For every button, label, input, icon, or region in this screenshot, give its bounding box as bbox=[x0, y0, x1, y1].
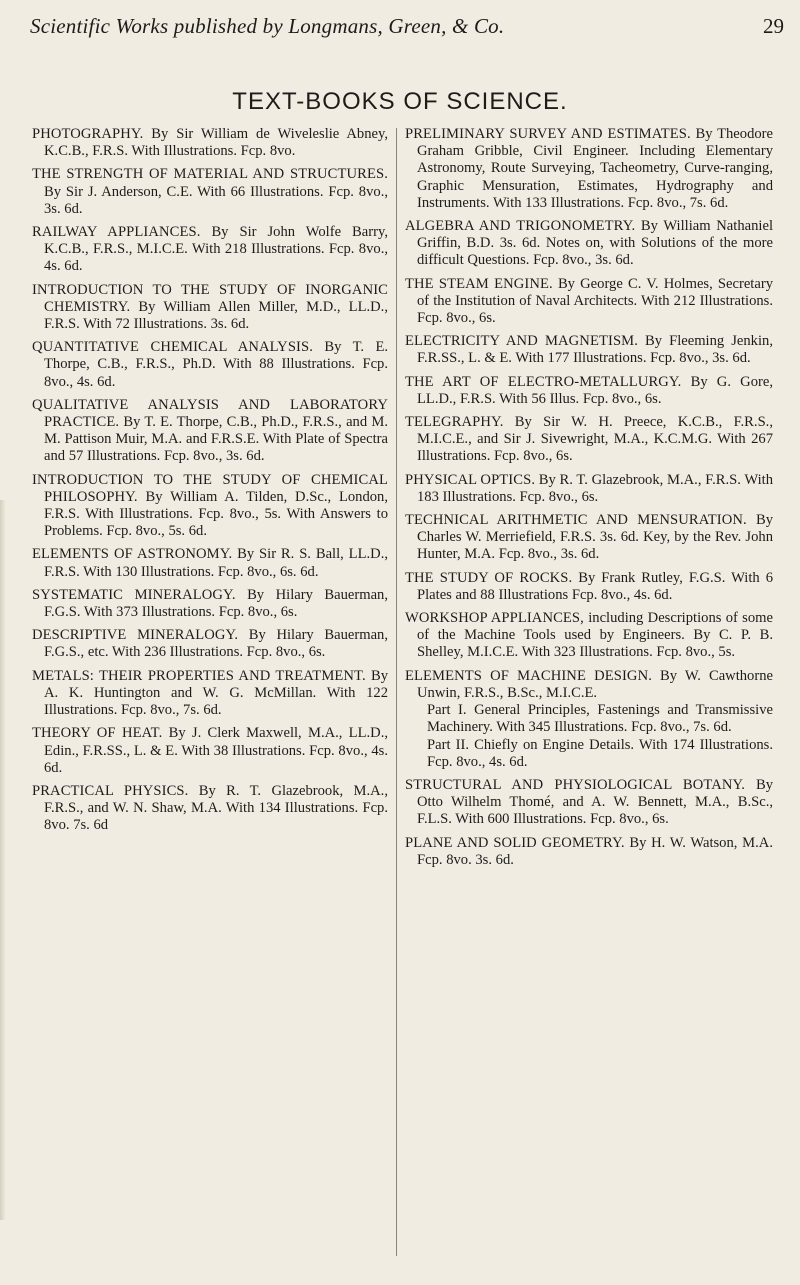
book-details: By T. E. Thorpe, C.B., Ph.D., F.R.S., and M. M. Pattison Muir, M.A. and F.R.S.E. With Plate of Spectra and 57 Illustrations. Fcp. 8vo., 3s. 6d. bbox=[44, 414, 389, 465]
book-entry bbox=[405, 668, 773, 771]
book-entry bbox=[405, 472, 773, 506]
section-title: TEXT-BOOKS OF SCIENCE. bbox=[232, 88, 568, 115]
book-title: INTRODUCTION TO THE STUDY OF CHEMICAL PHILOSOPHY. bbox=[32, 471, 388, 505]
book-details: By Hilary Bauerman, F.G.S. With 373 Illustrations. Fcp. 8vo., 6s. bbox=[44, 586, 389, 621]
book-details: By Fleeming Jenkin, F.R.SS., L. & E. With 177 Illustrations. Fcp. 8vo., 3s. 6d. bbox=[417, 333, 773, 367]
book-details: By Frank Rutley, F.G.S. With 6 Plates and 88 Illustrations Fcp. 8vo., 4s. 6d. bbox=[417, 569, 773, 603]
book-details: By R. T. Glazebrook, M.A., F.R.S., and W. N. Shaw, M.A. With 134 Illustrations. Fcp. 8vo. 7s. 6d bbox=[44, 782, 388, 834]
book-details: By H. W. Watson, M.A. Fcp. 8vo. 3s. 6d. bbox=[417, 834, 773, 868]
book-entry bbox=[32, 339, 388, 391]
book-entry bbox=[405, 777, 773, 829]
book-part: Part I. General Principles, Fastenings and Transmissive Machinery. With 345 Illustrations. Fcp. 8vo., 7s. 6d. bbox=[427, 702, 773, 736]
book-entry bbox=[32, 397, 388, 466]
book-entry bbox=[32, 725, 388, 777]
book-details: By George C. V. Holmes, Secretary of the Institution of Naval Architects. With 212 Illustrations. Fcp. 8vo., 6s. bbox=[417, 275, 773, 327]
book-title: ELECTRICITY AND MAGNETISM. bbox=[405, 333, 638, 350]
book-entry bbox=[32, 668, 388, 720]
book-title: THE STEAM ENGINE. bbox=[405, 275, 553, 292]
book-entry bbox=[405, 218, 773, 270]
book-entry bbox=[32, 587, 388, 621]
book-title: PRELIMINARY SURVEY AND ESTIMATES. bbox=[405, 126, 691, 142]
book-title: QUANTITATIVE CHEMICAL ANALYSIS. bbox=[32, 339, 313, 356]
book-entry bbox=[405, 570, 773, 604]
book-title: ELEMENTS OF MACHINE DESIGN. bbox=[405, 667, 652, 684]
book-title: SYSTEMATIC MINERALOGY. bbox=[32, 586, 236, 603]
book-details: By J. Clerk Maxwell, M.A., LL.D., Edin., F.R.SS., L. & E. With 38 Illustrations. Fcp. 8vo., 4s. 6d. bbox=[44, 725, 388, 776]
book-details: By Sir John Wolfe Barry, K.C.B., F.R.S., M.I.C.E. With 218 Illustrations. Fcp. 8vo., 4s. 6d. bbox=[44, 224, 388, 275]
book-details: By Hilary Bauerman, F.G.S., etc. With 236 Illustrations. Fcp. 8vo., 6s. bbox=[44, 627, 389, 661]
book-title: RAILWAY APPLIANCES. bbox=[32, 224, 201, 241]
book-title: TELEGRAPHY. bbox=[405, 414, 504, 431]
book-title: DESCRIPTIVE MINERALOGY. bbox=[32, 627, 239, 644]
book-title: THE STUDY OF ROCKS. bbox=[405, 569, 573, 586]
book-title: PLANE AND SOLID GEOMETRY. bbox=[405, 834, 625, 851]
book-details: By Sir R. S. Ball, LL.D., F.R.S. With 130 Illustrations. Fcp. 8vo., 6s. 6d. bbox=[44, 546, 388, 580]
book-entry bbox=[32, 282, 388, 334]
book-title: PHOTOGRAPHY. bbox=[32, 126, 144, 142]
book-entry bbox=[32, 627, 388, 661]
book-title: QUALITATIVE ANALYSIS AND LABORATORY PRACTICE. bbox=[32, 396, 388, 431]
running-head-title: Scientific Works published by Longmans, Green, & Co. bbox=[30, 14, 505, 38]
book-title: STRUCTURAL AND PHYSIOLOGICAL BOTANY. bbox=[405, 776, 746, 793]
book-details: By Theodore Graham Gribble, Civil Engineer. Including Elementary Astronomy, Route Surveying, Tacheometry, Curve-ranging, Graphic Mensuration, Estimates, Hydrography and Instruments. With 133 Illustrations. Fcp. 8vo., 7s. 6d. bbox=[417, 126, 773, 211]
book-entry bbox=[405, 333, 773, 367]
book-entry bbox=[32, 126, 388, 160]
book-details: By William Nathaniel Griffin, B.D. 3s. 6d. Notes on, with Solutions of the more difficult Questions. Fcp. 8vo., 3s. 6d. bbox=[417, 218, 773, 269]
book-title: ALGEBRA AND TRIGONOMETRY. bbox=[405, 218, 636, 235]
book-part: Part II. Chiefly on Engine Details. With 174 Illustrations. Fcp. 8vo., 4s. 6d. bbox=[427, 736, 773, 770]
book-entry bbox=[405, 512, 773, 564]
book-details: By Charles W. Merriefield, F.R.S. 3s. 6d. Key, by the Rev. John Hunter, M.A. Fcp. 8vo., 3s. 6d. bbox=[417, 512, 773, 563]
left-column bbox=[32, 126, 388, 841]
book-entry bbox=[405, 610, 773, 662]
book-title: METALS: THEIR PROPERTIES AND TREATMENT. bbox=[32, 667, 366, 684]
book-details: By G. Gore, LL.D., F.R.S. With 56 Illus. Fcp. 8vo., 6s. bbox=[417, 373, 773, 407]
book-entry bbox=[32, 166, 388, 218]
book-details: By A. K. Huntington and W. G. McMillan. With 122 Illustrations. Fcp. 8vo., 7s. 6d. bbox=[44, 667, 388, 719]
book-details: By T. E. Thorpe, C.B., F.R.S., Ph.D. With 88 Illustrations. Fcp. 8vo., 4s. 6d. bbox=[44, 339, 389, 390]
book-title: THE ART OF ELECTRO-METALLURGY. bbox=[405, 373, 682, 390]
page-number: 29 bbox=[763, 14, 784, 38]
book-title: PRACTICAL PHYSICS. bbox=[32, 782, 189, 799]
book-title: INTRODUCTION TO THE STUDY OF INORGANIC CHEMISTRY. bbox=[32, 281, 388, 315]
right-column bbox=[405, 126, 773, 875]
book-entry bbox=[405, 126, 773, 212]
book-details: By William Allen Miller, M.D., LL.D., F.R.S. With 72 Illustrations. 3s. 6d. bbox=[44, 298, 388, 333]
book-entry bbox=[405, 835, 773, 869]
book-entry bbox=[32, 783, 388, 835]
book-title: THEORY OF HEAT. bbox=[32, 725, 163, 742]
running-head bbox=[30, 14, 790, 44]
book-title: PHYSICAL OPTICS. bbox=[405, 471, 536, 488]
book-title: THE STRENGTH OF MATERIAL AND STRUCTURES. bbox=[32, 166, 388, 183]
book-entry bbox=[32, 472, 388, 541]
book-details: By Sir J. Anderson, C.E. With 66 Illustrations. Fcp. 8vo., 3s. 6d. bbox=[44, 183, 388, 217]
book-entry bbox=[405, 414, 773, 466]
book-title: TECHNICAL ARITHMETIC AND MENSURATION. bbox=[405, 512, 747, 529]
book-entry bbox=[32, 546, 388, 580]
book-details: By Otto Wilhelm Thomé, and A. W. Bennett, M.A., B.Sc., F.L.S. With 600 Illustrations. Fcp. 8vo., 6s. bbox=[417, 776, 773, 828]
book-details: By Sir W. H. Preece, K.C.B., F.R.S., M.I.C.E., and Sir J. Sivewright, M.A., K.C.M.G. With 267 Illustrations. Fcp. 8vo., 6s. bbox=[417, 414, 773, 465]
book-details: including Descriptions of some of the Machine Tools used by Engineers. By C. P. B. Shelley, M.I.C.E. With 323 Illustrations. Fcp. 8vo., 5s. bbox=[417, 610, 773, 661]
book-title: ELEMENTS OF ASTRONOMY. bbox=[32, 546, 233, 563]
book-entry bbox=[405, 276, 773, 328]
page-edge-shadow bbox=[0, 500, 6, 1220]
book-details: By W. Cawthorne Unwin, F.R.S., B.Sc., M.I.C.E. bbox=[417, 667, 773, 701]
book-entry bbox=[405, 374, 773, 408]
book-details: By William A. Tilden, D.Sc., London, F.R.S. With Illustrations. Fcp. 8vo., 5s. With Answers to Problems. Fcp. 8vo., 5s. 6d. bbox=[44, 488, 388, 540]
book-details: By R. T. Glazebrook, M.A., F.R.S. With 183 Illustrations. Fcp. 8vo., 6s. bbox=[417, 471, 773, 505]
column-divider bbox=[396, 128, 397, 1256]
book-title: WORKSHOP APPLIANCES, bbox=[405, 610, 584, 627]
book-entry bbox=[32, 224, 388, 276]
book-details: By Sir William de Wiveleslie Abney, K.C.B., F.R.S. With Illustrations. Fcp. 8vo. bbox=[44, 126, 389, 160]
